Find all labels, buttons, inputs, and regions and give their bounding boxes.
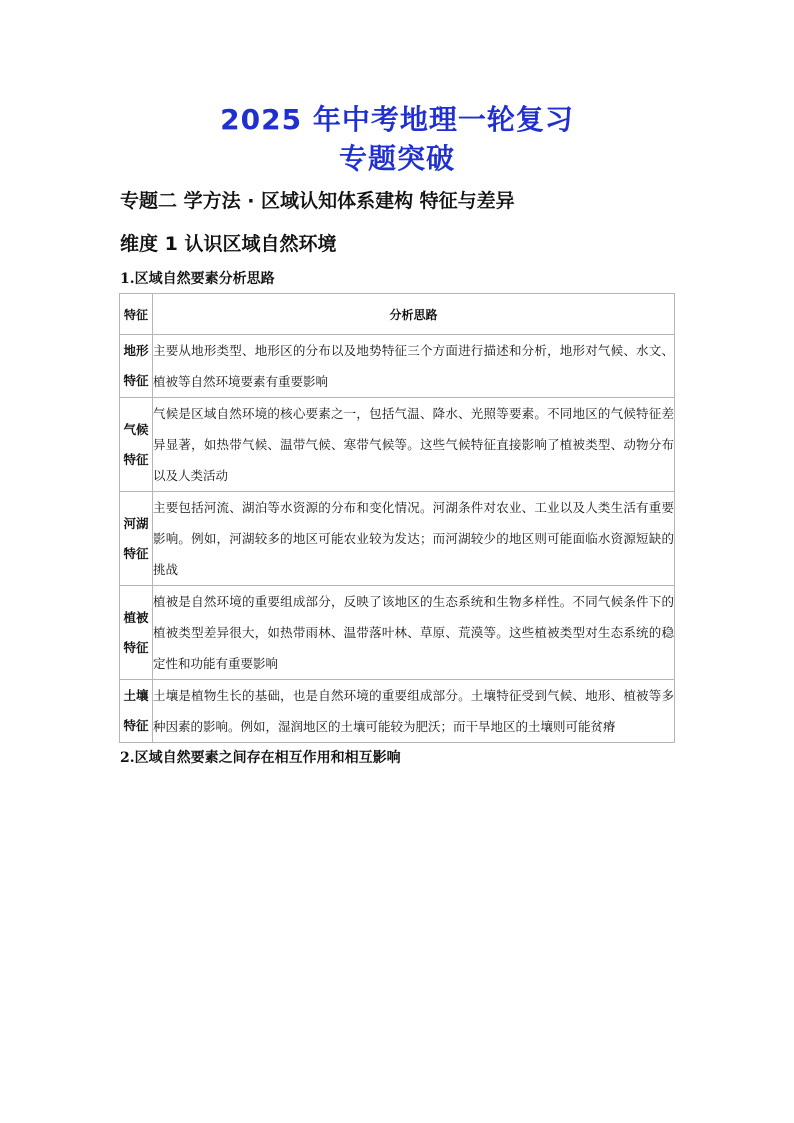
feature-label-top: 气候 (123, 421, 149, 437)
section2-heading: 2.区域自然要素之间存在相互作用和相互影响 (120, 750, 401, 766)
column-header-feature: 特征 (120, 294, 153, 335)
dimension-heading: 维度 1 认识区域自然环境 (120, 233, 337, 255)
analysis-table (119, 293, 675, 743)
feature-label-bottom: 特征 (123, 451, 149, 467)
description-cell: 植被是自然环境的重要组成部分，反映了该地区的生态系统和生物多样性。不同气候条件下的植被类型差异很大，如热带雨林、温带落叶林、草原、荒漠等。这些植被类型对生态系统的稳定性和功能有重要影响 (153, 586, 675, 680)
feature-cell (120, 398, 153, 492)
document-title-line1: 2025 年中考地理一轮复习 (220, 103, 574, 136)
table-row (120, 680, 675, 743)
feature-label-bottom: 特征 (123, 639, 149, 655)
description-cell: 主要包括河流、湖泊等水资源的分布和变化情况。河湖条件对农业、工业以及人类生活有重要影响。例如，河湖较多的地区可能农业较为发达；而河湖较少的地区则可能面临水资源短缺的挑战 (153, 492, 675, 586)
feature-cell (120, 492, 153, 586)
table-row (120, 335, 675, 398)
feature-label-top: 植被 (123, 609, 149, 625)
description-cell: 主要从地形类型、地形区的分布以及地势特征三个方面进行描述和分析，地形对气候、水文、植被等自然环境要素有重要影响 (153, 335, 675, 398)
feature-label-top: 地形 (123, 343, 149, 358)
feature-label-bottom: 特征 (123, 718, 149, 733)
description-cell: 气候是区域自然环境的核心要素之一，包括气温、降水、光照等要素。不同地区的气候特征差异显著，如热带气候、温带气候、寒带气候等。这些气候特征直接影响了植被类型、动物分布以及人类活动 (153, 398, 675, 492)
table-row (120, 492, 675, 586)
feature-label-bottom: 特征 (123, 373, 149, 388)
section1-heading: 1.区域自然要素分析思路 (120, 271, 275, 287)
feature-label-top: 土壤 (123, 688, 149, 703)
description-cell: 土壤是植物生长的基础，也是自然环境的重要组成部分。土壤特征受到气候、地形、植被等多种因素的影响。例如，湿润地区的土壤可能较为肥沃；而干旱地区的土壤则可能贫瘠 (153, 680, 675, 743)
table-row (120, 586, 675, 680)
document-title-line2: 专题突破 (338, 142, 455, 175)
table-row (120, 398, 675, 492)
topic-heading: 专题二 学方法 · 区域认知体系建构 特征与差异 (120, 190, 515, 212)
column-header-analysis: 分析思路 (153, 294, 675, 335)
feature-label-bottom: 特征 (123, 545, 149, 561)
feature-cell (120, 680, 153, 743)
feature-label-top: 河湖 (123, 515, 149, 531)
feature-cell (120, 586, 153, 680)
feature-cell (120, 335, 153, 398)
table-header-row (120, 294, 675, 335)
